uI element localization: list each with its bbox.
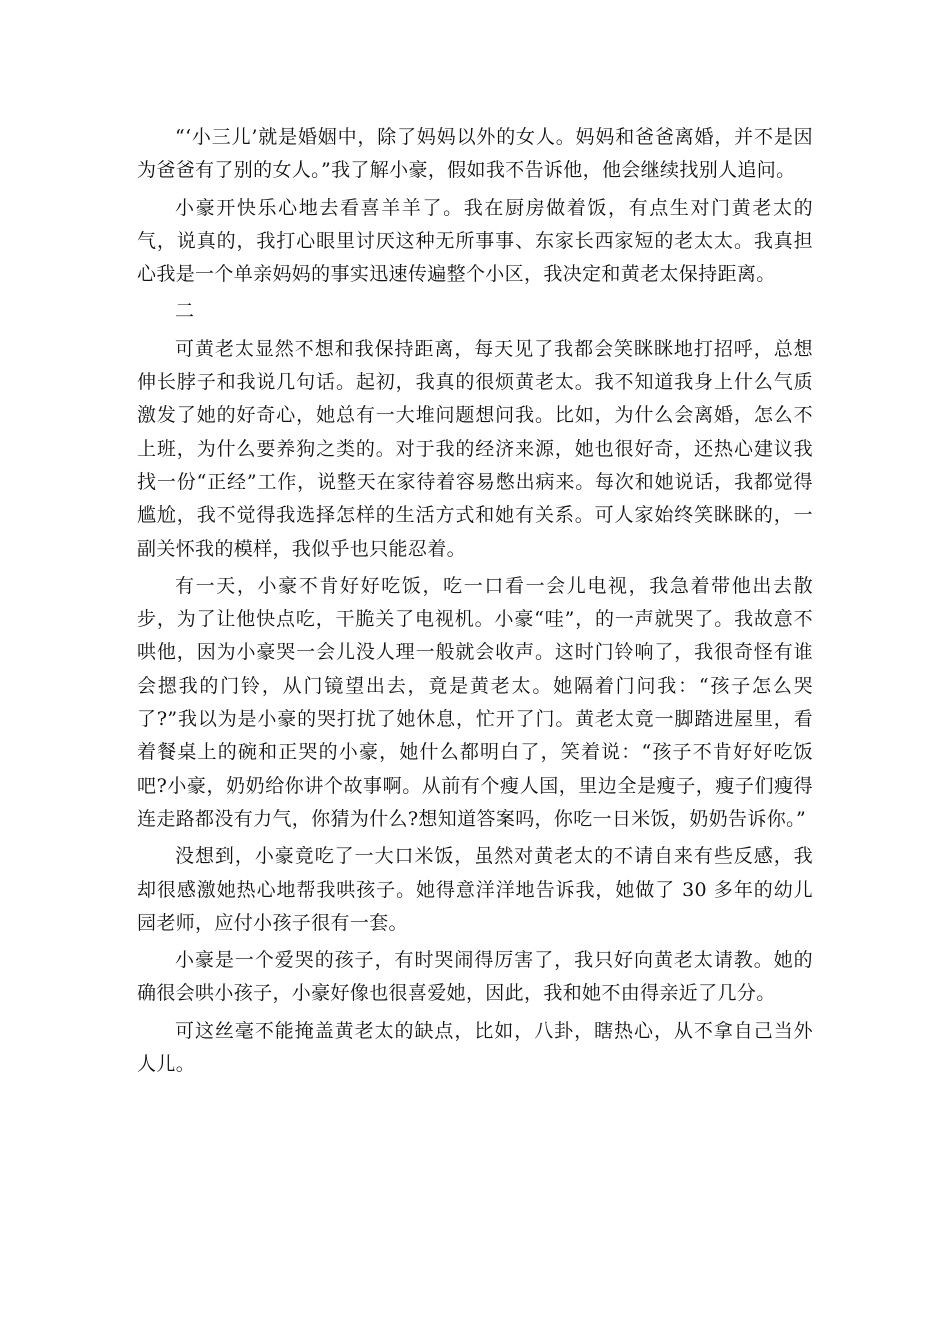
paragraph-1: “‘小三儿’就是婚姻中，除了妈妈以外的女人。妈妈和爸爸离婚，并不是因为爸爸有了别的女人。”我了解小豪，假如我不告诉他，他会继续找别人追问。 xyxy=(137,126,813,182)
article-body xyxy=(137,121,813,1085)
paragraph-7: 可这丝毫不能掩盖黄老太的缺点，比如，八卦，瞎热心，从不拿自己当外人儿。 xyxy=(137,1019,813,1076)
paragraph-6: 小豪是一个爱哭的孩子，有时哭闹得厉害了，我只好向黄老太请教。她的确很会哄小孩子，小豪好像也很喜爱她，因此，我和她不由得亲近了几分。 xyxy=(137,949,813,1005)
paragraph-4: 有一天，小豪不肯好好吃饭，吃一口看一会儿电视，我急着带他出去散步，为了让他快点吃，干脆关了电视机。小豪“哇”，的一声就哭了。我故意不哄他，因为小豪哭一会儿没人理一般就会收声。这时门铃响了，我很奇怪有谁会摁我的门铃，从门镜望出去，竟是黄老太。她隔着门问我：“孩子怎么哭了?”我以为是小豪的哭打扰了她休息，忙开了门。黄老太竟一脚踏进屋里，看着餐桌上的碗和正哭的小豪，她什么都明白了，笑着说：“孩子不肯好好吃饭吧?小豪，奶奶给你讲个故事啊。从前有个瘦人国，里边全是瘦子，瘦子们瘦得连走路都没有力气，你猜为什么?想知道答案吗，你吃一日米饭，奶奶告诉你。” xyxy=(137,574,813,830)
paragraph-3: 可黄老太显然不想和我保持距离，每天见了我都会笑眯眯地打招呼，总想伸长脖子和我说几句话。起初，我真的很烦黄老太。我不知道我身上什么气质激发了她的好奇心，她总有一大堆问题想问我。比如，为什么会离婚，怎么不上班，为什么要养狗之类的。对于我的经济来源，她也很好奇，还热心建议我找一份“正经”工作，说整天在家待着容易憋出病来。每次和她说话，我都觉得尴尬，我不觉得我选择怎样的生活方式和她有关系。可人家始终笑眯眯的，一副关怀我的模样，我似乎也只能忍着。 xyxy=(137,337,813,560)
paragraph-2: 小豪开快乐心地去看喜羊羊了。我在厨房做着饭，有点生对门黄老太的气，说真的，我打心眼里讨厌这种无所事事、东家长西家短的老太太。我真担心我是一个单亲妈妈的事实迅速传遍整个小区，我决定和黄老太保持距离。 xyxy=(137,196,813,286)
section-number: 二 xyxy=(175,300,195,323)
paragraph-5: 没想到，小豪竟吃了一大口米饭，虽然对黄老太的不请自来有些反感，我却很感激她热心地帮我哄孩子。她得意洋洋地告诉我，她做了 30 多年的幼儿园老师，应付小孩子很有一套。 xyxy=(137,845,813,934)
